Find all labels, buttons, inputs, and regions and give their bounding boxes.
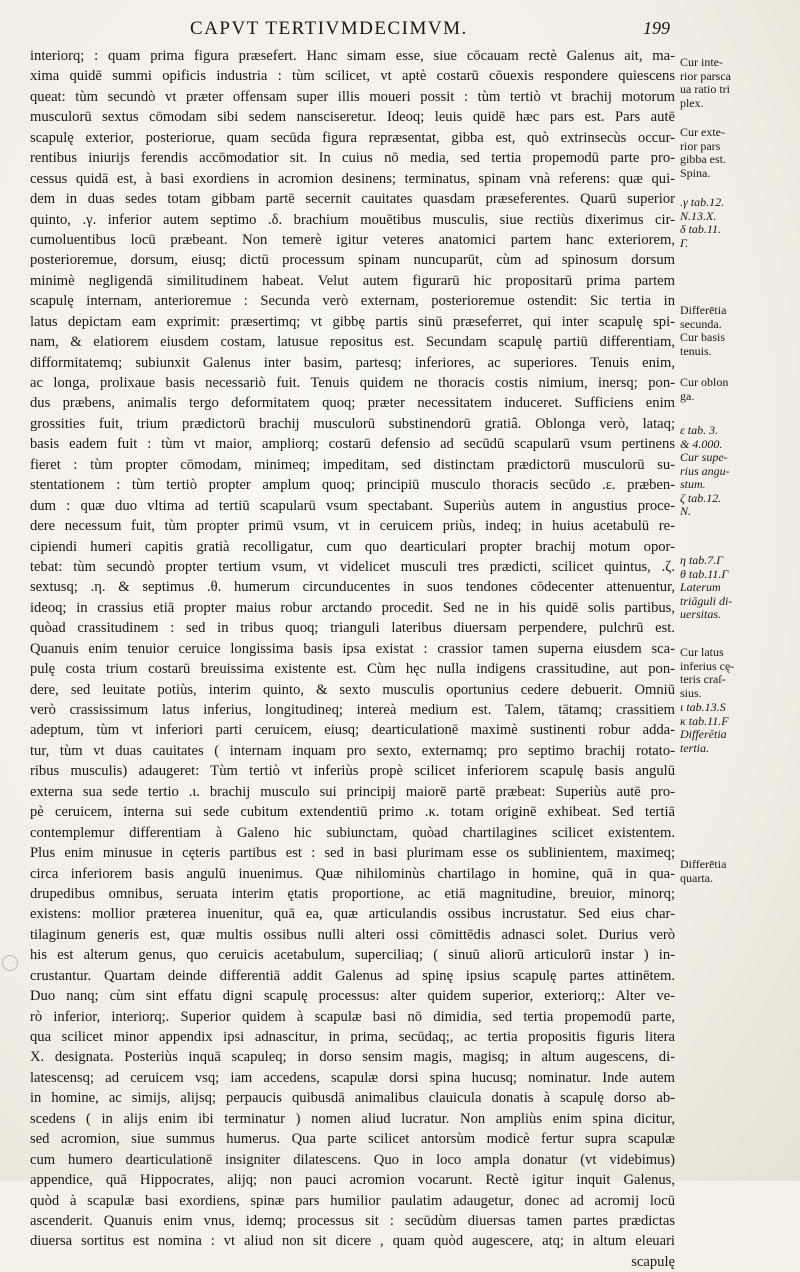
text-line: qua scilicet minor appendix ipsi adnascitur, in prima, secūdaq;, ac tertia propositis figuris litera xyxy=(30,1029,675,1045)
text-line: latus depictam eam exprimit: præsertimq; vt gibbę partis sinū præseferret, qui inter scapulę spi- xyxy=(30,313,675,330)
text-line: ribus musculis) adaugeret: Tùm tertiò vt inferiùs propè scilicet inferiorem scapulę basis angulū xyxy=(30,763,675,780)
text-line: fieret : tùm propter cōmodam, minimeq; impeditam, sed distinctam prædictorū musculorū su- xyxy=(30,456,675,473)
margin-gloss: Differētia secunda. Cur basis tenuis. xyxy=(680,303,727,358)
text-line: basis eadem fuit : tùm vt maior, ampliorq; costarū defensio ad secūdū scapularū vsum pertinens xyxy=(30,436,675,453)
margin-gloss: Cur latus inferius cę- teris craſ- sius. xyxy=(680,645,735,700)
text-line: ideoq; in crassius etiā propter maius robur arctando procedit. Sed ne in his quidē solis partibus, xyxy=(30,599,675,616)
margin-reference: η tab.7.Γ θ tab.11.Γ Laterum triāguli di- uersitas. xyxy=(680,553,733,621)
running-header xyxy=(190,18,670,48)
text-line: pulę costa trium costarū breuissima existente est. Cùm hęc nulla indigens crassitudine, aut pon- xyxy=(30,661,675,678)
text-line: diuersa sortitus est nomina : vt aliud non sit dicere , quam quòd augescere, atq; in altum eleuari xyxy=(30,1233,675,1250)
text-line: dum : quæ duo vltima ad tertiū scapularū vsum spectabant. Superiùs autem in angustius proce- xyxy=(30,497,675,514)
body-text xyxy=(30,46,675,1272)
text-line: cumoluentibus locū præbeant. Non temerè igitur veteres anatomici partem hanc exteriorem, xyxy=(30,231,675,248)
text-line: xima quidē summi opificis industria : tùm scilicet, vt aptè costarū cōuexis respondere quiescens xyxy=(30,68,675,85)
text-line: musculorū sextus cōmodam sibi sedem nansciseretur. Ideoq; leuis quidē hæc pars est. Pars autē xyxy=(30,109,675,126)
text-line: tur, tùm vt duas cauitates ( internam inquam pro sexto, externamq; pro septimo brachij rotato- xyxy=(30,742,675,759)
text-line: in homine, ac simijs, alijsq; perpaucis quibusdā animalibus clauicula donatis à scapulę dorso ab- xyxy=(30,1090,675,1107)
text-line: dere, sed leuitate potiùs, interim quinto, & sexto musculis oportunius cedere debuerit. Omniū xyxy=(30,681,675,698)
text-line: his est alterum genus, quo ceruicis acetabulum, superciliaq; ( sinuū aliorū articulorū instar ) in- xyxy=(30,947,675,964)
text-line: scapulę internam, anterioremue : Secunda verò externam, posterioremue ostendit: Sic tertia in xyxy=(30,293,675,310)
text-line: nam, & elatiorem eiusdem costam, latusue repositus est. Secundam scapulę partiū differentiam, xyxy=(30,334,675,351)
catchword: scapulę xyxy=(631,1253,675,1270)
text-line: quòd à scapulæ basi exordiens, spinæ pars humilior paulatim adaugetur, donec ad acromij locū xyxy=(30,1192,675,1209)
text-line: Duo nanq; cùm sint effatu digni scapulę processus: alter quidem superior, exteriorq;: Alter ve- xyxy=(30,988,675,1005)
text-line: dus præbens, animalis tergo deformitatem quoq; præter necessitatem induceret. Sufficiens enim xyxy=(30,395,675,412)
text-line: tebat: tùm secundò propter tertium vsum, vt videlicet musculi tres prædicti, scilicet quintus, .ζ. xyxy=(30,558,675,575)
margin-gloss: Cur inte- rior parsca ua ratio tri plex. xyxy=(680,55,731,110)
text-line: cum humero dearticulationē insigniter dilatescens. Quo in loco ampla donatur (vt videbimus) xyxy=(30,1151,675,1168)
text-line: queat: tùm secundò vt præter offensam super illis moueri possit : tùm tertiò vt brachij motorum xyxy=(30,88,675,105)
text-line: scedens ( in alijs enim ibi terminatur ) nomen aliud lucratur. Non ampliùs enim spina dicitur, xyxy=(30,1110,675,1127)
text-line: existens: mollior præterea inuenitur, quā ea, quæ articulandis ossibus incrustatur. Sed eius char- xyxy=(30,906,675,923)
text-line: dere necessum fuit, tùm propter primū vsum, vt in ceruicem priùs, indeq; in huius acetabulū re- xyxy=(30,518,675,535)
text-line: rò inferior, interiorq;. Superior quidem à scapulæ basi nō dimidia, sed tertia propemodū parte, xyxy=(30,1008,675,1025)
text-line: Plus enim minusue in cęteris partibus est : sed in basi plurimam esse os sublinientem, maximeq; xyxy=(30,845,675,862)
text-line: pè ceruicem, interna sui sede cubitum extendentiū primo .κ. totam originē exhibeat. Sed tertiā xyxy=(30,804,675,821)
margin-reference: ε tab. 3. & 4.000. Cur supe- rius angu- stum. ζ tab.12. Ν. xyxy=(680,423,730,518)
margin-reference: ι tab.13.S κ tab.11.F Differētia tertia. xyxy=(680,700,729,755)
text-line: verò crassissimum latus inferius, longitudineq; intereà medium est. Talem, tātamq; crassitiem xyxy=(30,702,675,718)
text-line: drupedibus omnibus, seruata interim ętatis proportione, ac etiā magnitudine, breuior, minorq; xyxy=(30,885,675,902)
margin-gloss: Cur exte- rior pars gibba est. Spina. xyxy=(680,125,726,180)
margin-reference: .γ tab.12. Ν.13.X. δ tab.11. Γ. xyxy=(680,195,725,250)
text-line: cipiendi humeri capitis gratià recolligatur, cum quo dearticulari propter brachij motum opor- xyxy=(30,538,675,555)
text-line: scapulę exterior, posteriorue, quam secūda figura repræsentat, gibba est, quò extrinsecùs occur- xyxy=(30,129,675,146)
chapter-title: CAPVT TERTIVMDECIMVM. xyxy=(190,18,468,39)
text-line: dem in duas sedes totam gibbam partē secernit cauitates quasdam præseferentes. Quarū superior xyxy=(30,191,675,208)
text-line: tilaginum generis est, quæ multis ossibus nulli alteri ossi cōmittēdis adnasci solet. Durius verò xyxy=(30,926,675,943)
text-line: crustantur. Quartam deinde differentiā addit Galenus ad spinę ipsius scapulę partes attinētem. xyxy=(30,967,675,984)
text-line: circa inferiorem basis angulū inuenimus. Quæ nihilominùs chartilago in homine, quā in qua- xyxy=(30,865,675,882)
text-line: latescensq; ad ceruicem vsq; iam accedens, scapulæ dorsi spina hucusq; nominatur. Inde autem xyxy=(30,1069,675,1086)
text-line: cessus quidā est, à basi exordiens in acromion desinens; terminatus, spinam vnà referens: quæ qui- xyxy=(30,170,675,187)
binding-mark xyxy=(2,955,18,971)
text-line: sed acromion, siue summus humerus. Qua parte scilicet antorsùm modicè fertur supra scapulæ xyxy=(30,1131,675,1148)
text-line: externa sua sede tertio .ι. brachij musculo sui principij maiorē partē præbeat: Superiùs autē pro- xyxy=(30,783,675,800)
text-line: posterioremue, dorsum, eiusq; dictū processum spinam nuncuparūt, cùm ad spinosum dorsum xyxy=(30,252,675,269)
text-line: sextusq; .η. & septimus .θ. humerum circunducentes in suos tendones cōdecenter attenuentur, xyxy=(30,579,675,596)
text-line: stentationem : tùm tertiò propter amplum quoq; principiū musculo thoracis secūdo .ε. præben- xyxy=(30,477,675,494)
text-line: ascenderit. Quanuis enim vnus, idemq; processus sit : secūdùm diuersas tamen partes prædictas xyxy=(30,1212,675,1229)
margin-gloss: Differētia quarta. xyxy=(680,857,727,885)
text-line: minimè negligendā similitudinem habeat. Velut autem figurarū hic propositarū prima partem xyxy=(30,272,675,289)
text-line: interiorq; : quam prima figura præsefert. Hanc simam esse, siue cōcauam rectè Galenus ait, ma- xyxy=(30,48,675,64)
text-line: X. designata. Posteriùs inquā scapuleq; in dorso sensim magis, magisq; in altum augescens, di- xyxy=(30,1049,675,1066)
margin-gloss: Cur oblon ga. xyxy=(680,375,729,403)
text-line: grossities fuit, trium prædictorū brachij musculorū substinendorū gratiâ. Oblonga verò, lataq; xyxy=(30,415,675,432)
page-number: 199 xyxy=(643,18,670,38)
text-line: Quanuis enim tenuior ceruice longissima basis ipsa existat : crassior tamen superna eiusdem sca- xyxy=(30,640,675,657)
text-line: quòad crassitudinem : sed in tribus quoq; trianguli lateribus diuersam perpendere, pulchrū est. xyxy=(30,620,675,637)
text-line: difformitatemq; subiunxit Galenus inter basim, partesq; inferiores, ac superiores. Tenuis enim, xyxy=(30,354,675,371)
text-line: ac longa, prolixaue basis necessariò fuit. Tenuis quidem ne thoracis costis nimium, inersq; pon- xyxy=(30,375,675,391)
text-line: rentibus iniurijs ferendis accōmodatior sit. In cuius nō media, sed tertia propemodū parte pro- xyxy=(30,150,675,167)
text-line: adeptum, tùm vt inferiori parti ceruicem, eiusq; dearticulationē maximè sustinenti robur adda- xyxy=(30,722,675,739)
text-line: quinto, .γ. inferior autem septimo .δ. brachium mouētibus musculis, siue rectiùs dixerimus cir- xyxy=(30,211,675,228)
text-line: contemplemur differentiam à Galeno hic subiunctam, quòad chartilagines scilicet existentem. xyxy=(30,824,675,841)
text-line: appendice, quā Hippocrates, alijq; non pauci acromion vocarunt. Rectè igitur inquit Galenus, xyxy=(30,1172,675,1189)
